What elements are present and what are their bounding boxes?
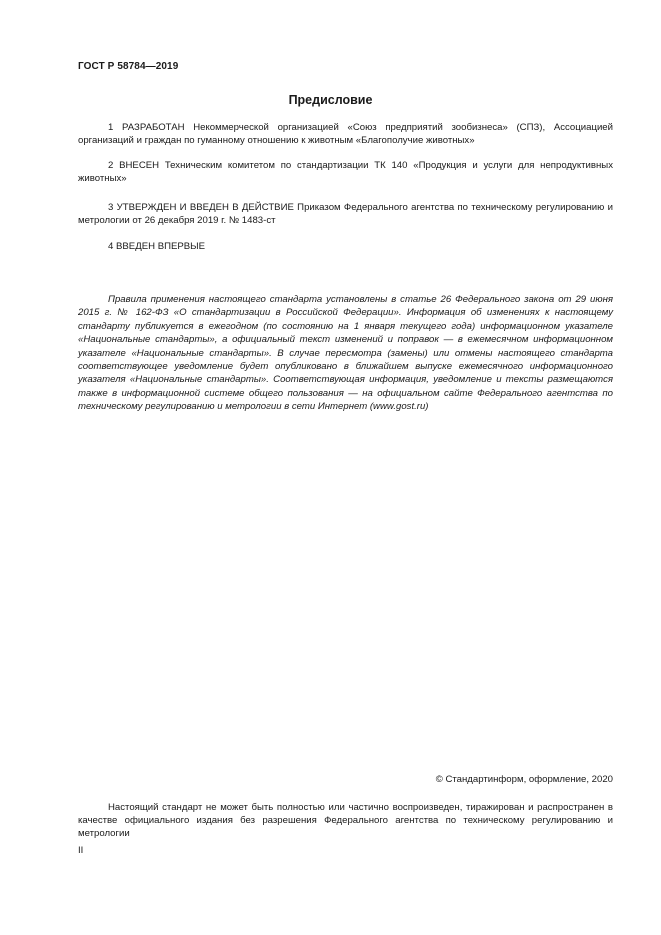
- page-number: II: [78, 845, 84, 856]
- preface-item-3: 3 УТВЕРЖДЕН И ВВЕДЕН В ДЕЙСТВИЕ Приказом Федерального агентства по техническому регулированию и метрологии от 26 декабря 2019 г. № 1483-ст: [78, 202, 613, 226]
- copyright-line: © Стандартинформ, оформление, 2020: [435, 774, 613, 785]
- preface-item-2: 2 ВНЕСЕН Техническим комитетом по стандартизации ТК 140 «Продукция и услуги для непродуктивных животных»: [78, 160, 613, 184]
- reproduction-notice: Настоящий стандарт не может быть полностью или частично воспроизведен, тиражирован и распространен в качестве официального издания без разрешения Федерального агентства по техническому регулированию и метрологии: [78, 802, 613, 839]
- standard-application-notice: Правила применения настоящего стандарта установлены в статье 26 Федерального закона от 29 июня 2015 г. № 162-ФЗ «О стандартизации в Российской Федерации». Информация об изменениях к настоящему стандарту публикуется в ежегодном (по состоянию на 1 января текущего года) информационном указателе «Национальные стандарты», а официальный текст изменений и поправок — в ежемесячном информационном указателе «Национальные стандарты». В случае пересмотра (замены) или отмены настоящего стандарта соответствующее уведомление будет опубликовано в ближайшем выпуске ежемесячного информационного указателя «Национальные стандарты». Соответствующая информация, уведомление и тексты размещаются также в информационной системе общего пользования — на официальном сайте Федерального агентства по техническому регулированию и метрологии в сети Интернет (www.gost.ru): [78, 294, 613, 413]
- preface-item-1: 1 РАЗРАБОТАН Некоммерческой организацией «Союз предприятий зообизнеса» (СПЗ), Ассоциацией организаций и граждан по гуманному отношению к животным «Благополучие животных»: [78, 122, 613, 146]
- document-code: ГОСТ Р 58784—2019: [78, 61, 179, 72]
- preface-title: Предисловие: [288, 93, 373, 107]
- preface-item-4: 4 ВВЕДЕН ВПЕРВЫЕ: [108, 241, 206, 252]
